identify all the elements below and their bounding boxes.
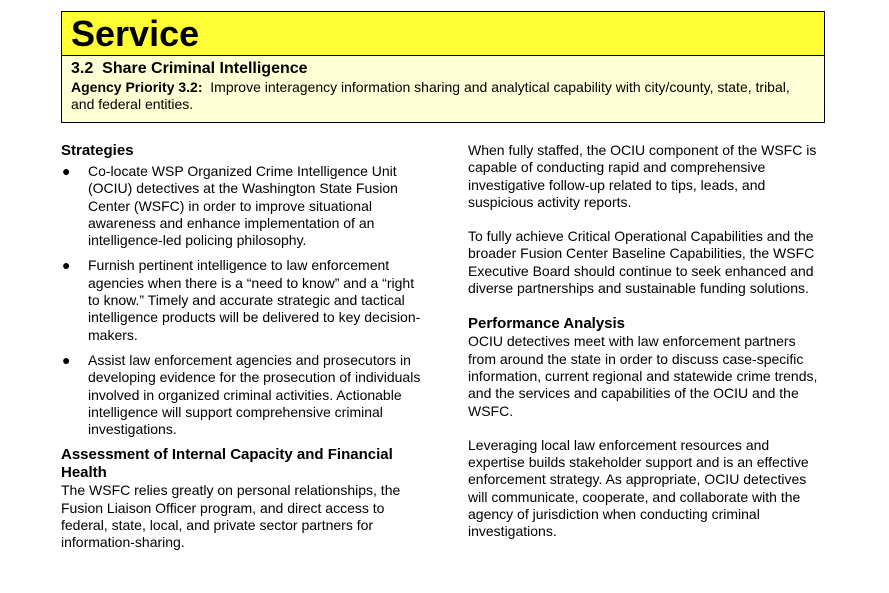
performance-heading: Performance Analysis: [468, 315, 626, 333]
strategy-text: Assist law enforcement agencies and prosecutors in developing evidence for the prosecution of individuals involved in organized criminal activities. Actionable intelligence will support comprehensive criminal investigations.: [88, 351, 421, 438]
left-column: [61, 142, 423, 552]
right-column: [468, 142, 820, 541]
strategies-list: [61, 163, 423, 438]
strategy-text: Co-locate WSP Organized Crime Intelligence Unit (OCIU) detectives at the Washington State Fusion Center (WSFC) in order to improve situational awareness and enhance implementation of an intelligence-led policing philosophy.: [88, 163, 398, 249]
performance-paragraph-1: OCIU detectives meet with law enforcement partners from around the state in order to discuss case-specific information, current regional and statewide crime trends, and the services and capabilities of the OCIU and the WSFC.: [468, 333, 818, 419]
bullet-icon: ●: [62, 257, 71, 274]
section-title: Share Criminal Intelligence: [102, 60, 308, 77]
assessment-heading: Assessment of Internal Capacity and Financial Health: [61, 446, 393, 482]
priority-label: Agency Priority 3.2:: [71, 79, 203, 95]
banner-title-bar: [62, 12, 824, 56]
bullet-icon: ●: [62, 163, 71, 179]
bullet-icon: ●: [62, 351, 71, 368]
page-title: Service: [71, 13, 200, 54]
performance-paragraph-2: Leveraging local law enforcement resources and expertise builds stakeholder support and is an effective enforcement strategy. As appropriate, OCIU detectives will communicate, cooperate, and collaborate with the agency of jurisdiction when conducting criminal investigations.: [468, 436, 809, 540]
priority-text: Improve interagency information sharing and analytical capability with city/county, state, tribal, and federal entities.: [71, 79, 790, 112]
strategy-item: [61, 163, 423, 249]
capabilities-paragraph: To fully achieve Critical Operational Capabilities and the broader Fusion Center Baseline Capabilities, the WSFC Executive Board should continue to seek enhanced and diverse partnerships and sustainable funding solutions.: [468, 228, 815, 297]
banner-body: [62, 56, 824, 122]
section-heading: [71, 59, 815, 78]
ociu-staffing-paragraph: When fully staffed, the OCIU component of the WSFC is capable of conducting rapid and comprehensive investigative follow-up related to tips, leads, and suspicious activity reports.: [468, 142, 817, 210]
assessment-text: The WSFC relies greatly on personal relationships, the Fusion Liaison Officer program, and direct access to federal, state, local, and private sector partners for information-sharing.: [61, 482, 401, 551]
strategy-text: Furnish pertinent intelligence to law enforcement agencies when there is a “need to know” and a “right to know.” Timely and accurate strategic and tactical intelligence products will be delivered to key decision-makers.: [88, 257, 421, 343]
strategy-item: [61, 257, 423, 343]
strategies-heading: Strategies: [61, 142, 134, 159]
agency-priority: [71, 79, 815, 113]
section-banner: [61, 11, 825, 123]
section-number: 3.2: [71, 60, 94, 77]
strategy-item: [61, 352, 423, 438]
